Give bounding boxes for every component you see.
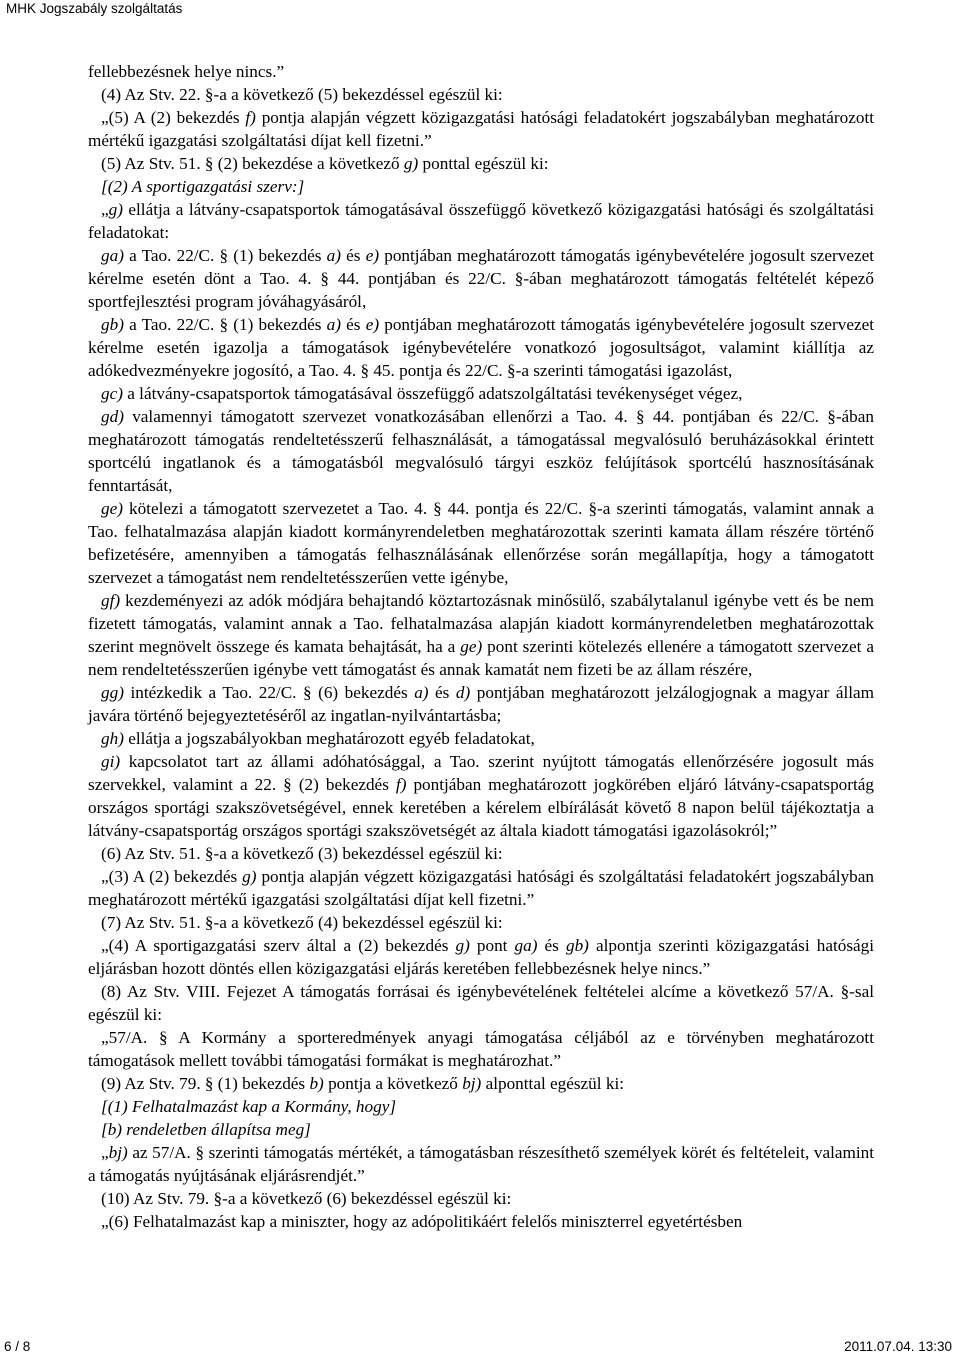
paragraph (88, 727, 874, 750)
paragraph (88, 1141, 874, 1187)
text-run: ponttal egészül ki: (418, 154, 549, 173)
text-run: pontjában meghatározott jelzálogjognak a magyar állam javára történő bejegyeztetéséről az ingatlan-nyilvántartásba; (88, 683, 874, 725)
italic-text: gh) (101, 729, 124, 748)
italic-text: bj) (462, 1074, 482, 1093)
text-run: a Tao. 22/C. § (1) bekezdés (123, 246, 327, 265)
text-run: alpontja szerinti közigazgatási hatósági eljárásban hozott döntés ellen közigazgatási eljárás keretében fellebbezésnek helye nincs.” (88, 936, 875, 978)
italic-text: f) (395, 775, 407, 794)
text-run: (5) Az Stv. 51. § (2) bekezdése a következő (101, 154, 404, 173)
paragraph (88, 750, 874, 842)
paragraph (88, 980, 874, 1026)
italic-text: [b) rendeletben állapítsa meg] (101, 1120, 311, 1139)
text-run: pontjában meghatározott támogatás igénybevételére jogosult szervezet kérelme esetén igazolja a támogatások igénybevételére vonatkozó jogosultságot, valamint kiállítja az adókedvezményekre jogosító, a Tao. 4. § 45. pontja és 22/C. §-a szerinti támogatási igazolást, (88, 315, 874, 380)
text-run: a Tao. 22/C. § (1) bekezdés (123, 315, 327, 334)
text-run: (7) Az Stv. 51. §-a a következő (4) bekezdéssel egészül ki: (101, 913, 503, 932)
text-run: (6) Az Stv. 51. §-a a következő (3) bekezdéssel egészül ki: (101, 844, 503, 863)
italic-text: ga) (514, 936, 538, 955)
italic-text: g) (108, 200, 123, 219)
text-run: és (537, 936, 566, 955)
italic-text: ga) (101, 246, 124, 265)
italic-text: bj) (108, 1143, 128, 1162)
italic-text: gd) (101, 407, 124, 426)
paragraph (88, 175, 874, 198)
italic-text: a) (326, 246, 341, 265)
text-run: kapcsolatot tart az állami adóhatósággal, a Tao. szerint nyújtott támogatás ellenőrzésére jogosult más szervekkel, valamint a 22. § (2) bekezdés (88, 752, 874, 794)
italic-text: a) (414, 683, 429, 702)
text-run: kötelezi a támogatott szervezetet a Tao. 4. § 44. pontja és 22/C. §-a szerinti támogatás, valamint annak a Tao. felhatalmazása alapján kiadott kormányrendeletben meghatározottak szerinti kamata állam részére történő befizetésére, amennyiben a támogatás felhasználásának ellenőrzése során megállapítja, hogy a támogatott szervezet a támogatást nem rendeltetésszerűen vette igénybe, (88, 499, 874, 587)
text-run: kezdeményezi az adók módjára behajtandó köztartozásnak minősülő, szabálytalanul igénybe vett és be nem fizetett támogatás, valamint annak a Tao. felhatalmazása alapján kiadott kormányrendeletben meghatározottak szerint megnövelt összege és kamata behajtását, ha a (88, 591, 874, 656)
paragraph (88, 681, 874, 727)
text-run: „(3) A (2) bekezdés (101, 867, 243, 886)
text-run: „57/A. § A Kormány a sporteredmények anyagi támogatása céljából az e törvényben meghatározott támogatások mellett további támogatási formákat is meghatározhat.” (88, 1028, 874, 1070)
text-run: „ (101, 200, 109, 219)
text-run: az 57/A. § szerinti támogatás mértékét, a támogatásban részesíthető személyek körét és feltételeit, valamint a támogatás nyújtásának eljárásrendjét.” (88, 1143, 874, 1185)
text-run: pont (469, 936, 515, 955)
italic-text: d) (455, 683, 471, 702)
page-number: 6 / 8 (4, 1339, 31, 1354)
paragraph (88, 1118, 874, 1141)
text-run: valamennyi támogatott szervezet vonatkozásában ellenőrzi a Tao. 4. § 44. pontjában és 22/C. §-ában meghatározott támogatás rendeltetésszerű felhasználását, a támogatással megvalósuló beruházásokkal érintett sportcélú ingatlanok és a támogatásból megvalósuló tárgyi eszköz felújítások sportcélú hasznosításának fenntartását, (88, 407, 874, 495)
text-run: és (341, 315, 366, 334)
text-run: és (341, 246, 366, 265)
paragraph (88, 244, 874, 313)
text-run: pontjában meghatározott támogatás igénybevételére jogosult szervezet kérelme esetén dönt a Tao. 4. § 44. pontjában és 22/C. §-ában meghatározott támogatás feltételét képező sportfejlesztési program jóváhagyásáról, (88, 246, 874, 311)
italic-text: g) (403, 154, 419, 173)
italic-text: [(1) Felhatalmazást kap a Kormány, hogy] (101, 1097, 397, 1116)
text-run: „(5) A (2) bekezdés (101, 108, 246, 127)
italic-text: f) (245, 108, 256, 127)
text-run: és (428, 683, 456, 702)
text-run: (10) Az Stv. 79. §-a a következő (6) bekezdéssel egészül ki: (101, 1189, 512, 1208)
text-run: pontja alapján végzett közigazgatási hatósági és szolgáltatási feladatokért jogszabályban meghatározott mértékű igazgatási szolgáltatási díjat kell fizetni.” (88, 867, 874, 909)
italic-text: gb) (101, 315, 124, 334)
text-run: pontjában meghatározott jogkörében eljáró látvány-csapatsportág országos sportági szakszövetségével, ennek keretében a kérelem elbírálását követő 8 napon belül tájékoztatja a látvány-csapatsportág országos sportági szakszövetségét az általa kiadott támogatási igazolásokról;” (88, 775, 874, 840)
text-run: pontja alapján végzett közigazgatási hatósági feladatokért jogszabályban meghatározott mértékű igazgatási szolgáltatási díjat kell fizetni.” (88, 108, 874, 150)
paragraph (88, 1026, 874, 1072)
paragraph (88, 313, 874, 382)
text-run: intézkedik a Tao. 22/C. § (6) bekezdés (123, 683, 415, 702)
text-run: (9) Az Stv. 79. § (1) bekezdés (101, 1074, 310, 1093)
paragraph (88, 1187, 874, 1210)
italic-text: gf) (101, 591, 121, 610)
italic-text: [(2) A sportigazgatási szerv:] (101, 177, 305, 196)
text-run: ellátja a jogszabályokban meghatározott egyéb feladatokat, (123, 729, 535, 748)
paragraph (88, 842, 874, 865)
italic-text: ge) (460, 637, 483, 656)
document-body (88, 60, 874, 1233)
paragraph (88, 589, 874, 681)
text-run: alponttal egészül ki: (481, 1074, 624, 1093)
italic-text: g) (242, 867, 257, 886)
text-run: „ (101, 1143, 109, 1162)
italic-text: g) (455, 936, 470, 955)
paragraph (88, 198, 874, 244)
italic-text: b) (309, 1074, 324, 1093)
paragraph (88, 405, 874, 497)
paragraph (88, 1072, 874, 1095)
paragraph (88, 865, 874, 911)
text-run: ellátja a látvány-csapatsportok támogatásával összefüggő következő közigazgatási hatósági és szolgáltatási feladatokat: (88, 200, 874, 242)
paragraph (88, 60, 874, 83)
paragraph (88, 382, 874, 405)
text-run: „(4) A sportigazgatási szerv által a (2) bekezdés (101, 936, 456, 955)
page-header-title: MHK Jogszabály szolgáltatás (6, 1, 183, 16)
text-run: a látvány-csapatsportok támogatásával összefüggő adatszolgáltatási tevékenységet végez, (122, 384, 743, 403)
italic-text: gi) (101, 752, 121, 771)
italic-text: ge) (101, 499, 123, 518)
paragraph (88, 497, 874, 589)
paragraph (88, 911, 874, 934)
italic-text: a) (326, 315, 341, 334)
text-run: pont szerinti kötelezés ellenére a támogatott szervezet a nem rendeltetésszerűen igénybe vett támogatást és annak kamatát nem fizeti be az állam részére, (88, 637, 874, 679)
paragraph (88, 934, 874, 980)
text-run: „(6) Felhatalmazást kap a miniszter, hogy az adópolitikáért felelős miniszterrel egyetértésben (101, 1212, 743, 1231)
text-run: (4) Az Stv. 22. §-a a következő (5) bekezdéssel egészül ki: (101, 85, 503, 104)
print-datetime: 2011.07.04. 13:30 (844, 1339, 952, 1354)
italic-text: gg) (101, 683, 124, 702)
italic-text: gc) (101, 384, 123, 403)
italic-text: e) (365, 315, 380, 334)
italic-text: e) (365, 246, 380, 265)
paragraph (88, 152, 874, 175)
text-run: pontja a következő (323, 1074, 463, 1093)
paragraph (88, 83, 874, 106)
paragraph (88, 106, 874, 152)
paragraph (88, 1095, 874, 1118)
paragraph (88, 1210, 874, 1233)
italic-text: gb) (565, 936, 589, 955)
text-run: (8) Az Stv. VIII. Fejezet A támogatás forrásai és igénybevételének feltételei alcíme a következő 57/A. §-sal egészül ki: (88, 982, 874, 1024)
text-run: fellebbezésnek helye nincs.” (88, 62, 285, 81)
